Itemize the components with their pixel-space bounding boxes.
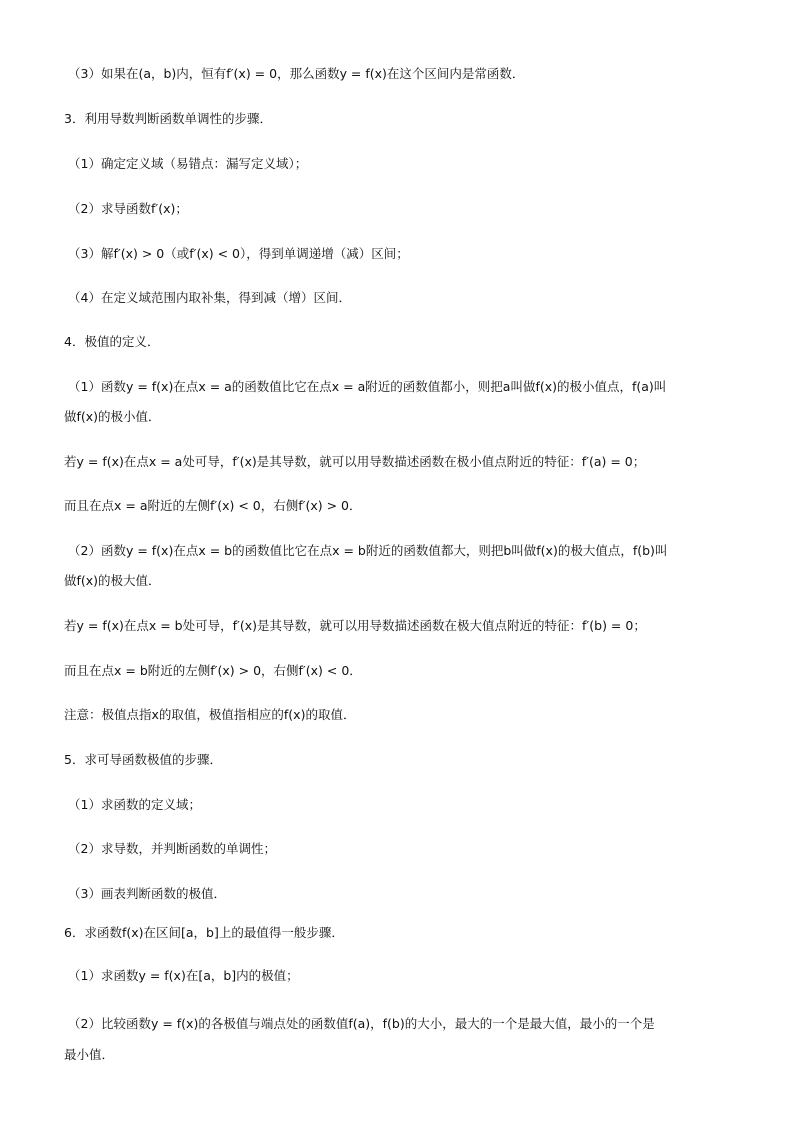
text-line-12: （2）函数y = f(x)在点x = b的函数值比它在点x = b附近的函数值都大，则把b叫做f(x)的极大值点，f(b)叫 <box>68 543 668 558</box>
text-line-6: （4）在定义域范围内取补集，得到减（增）区间． <box>68 290 351 305</box>
text-line-9: 做f(x)的极小值． <box>64 409 161 424</box>
text-line-3: （1）确定定义域（易错点：漏写定义域）； <box>68 156 308 171</box>
text-line-15: 而且在点x = b附近的左侧f′(x) > 0，右侧f′(x) < 0． <box>64 663 362 678</box>
text-line-14: 若y = f(x)在点x = b处可导，f′(x)是其导数，就可以用导数描述函数在极大值点附近的特征：f′(b) = 0； <box>64 618 646 633</box>
text-line-5: （3）解f′(x) > 0（或f′(x) < 0），得到单调递增（减）区间； <box>68 246 409 261</box>
text-line-8: （1）函数y = f(x)在点x = a的函数值比它在点x = a附近的函数值都小，则把a叫做f(x)的极小值点，f(a)叫 <box>68 379 667 394</box>
text-line-1: （3）如果在(a，b)内，恒有f′(x) = 0，那么函数y = f(x)在这个区间内是常函数． <box>68 66 525 81</box>
text-line-19: （2）求导数，并判断函数的单调性； <box>68 841 276 856</box>
section-heading-6: 6．求函数f(x)在区间[a，b]上的最值得一般步骤． <box>64 925 344 940</box>
text-line-23: （2）比较函数y = f(x)的各极值与端点处的函数值f(a)，f(b)的大小，最大的一个是最大值，最小的一个是 <box>68 1016 655 1031</box>
text-line-22: （1）求函数y = f(x)在[a，b]内的极值； <box>68 968 299 983</box>
text-line-20: （3）画表判断函数的极值． <box>68 886 226 901</box>
note-line: 注意：极值点指x的取值，极值指相应的f(x)的取值． <box>64 707 356 722</box>
text-line-18: （1）求函数的定义域； <box>68 797 201 812</box>
section-heading-5: 5．求可导函数极值的步骤． <box>64 752 222 767</box>
section-heading-4: 4．极值的定义． <box>64 334 160 349</box>
section-heading-3: 3．利用导数判断函数单调性的步骤． <box>64 111 272 126</box>
text-line-24: 最小值． <box>64 1047 115 1062</box>
text-line-4: （2）求导函数f′(x)； <box>68 201 188 216</box>
text-line-13: 做f(x)的极大值． <box>64 573 161 588</box>
text-line-10: 若y = f(x)在点x = a处可导，f′(x)是其导数，就可以用导数描述函数在极小值点附近的特征：f′(a) = 0； <box>64 454 646 469</box>
text-line-11: 而且在点x = a附近的左侧f′(x) < 0，右侧f′(x) > 0． <box>64 498 362 513</box>
